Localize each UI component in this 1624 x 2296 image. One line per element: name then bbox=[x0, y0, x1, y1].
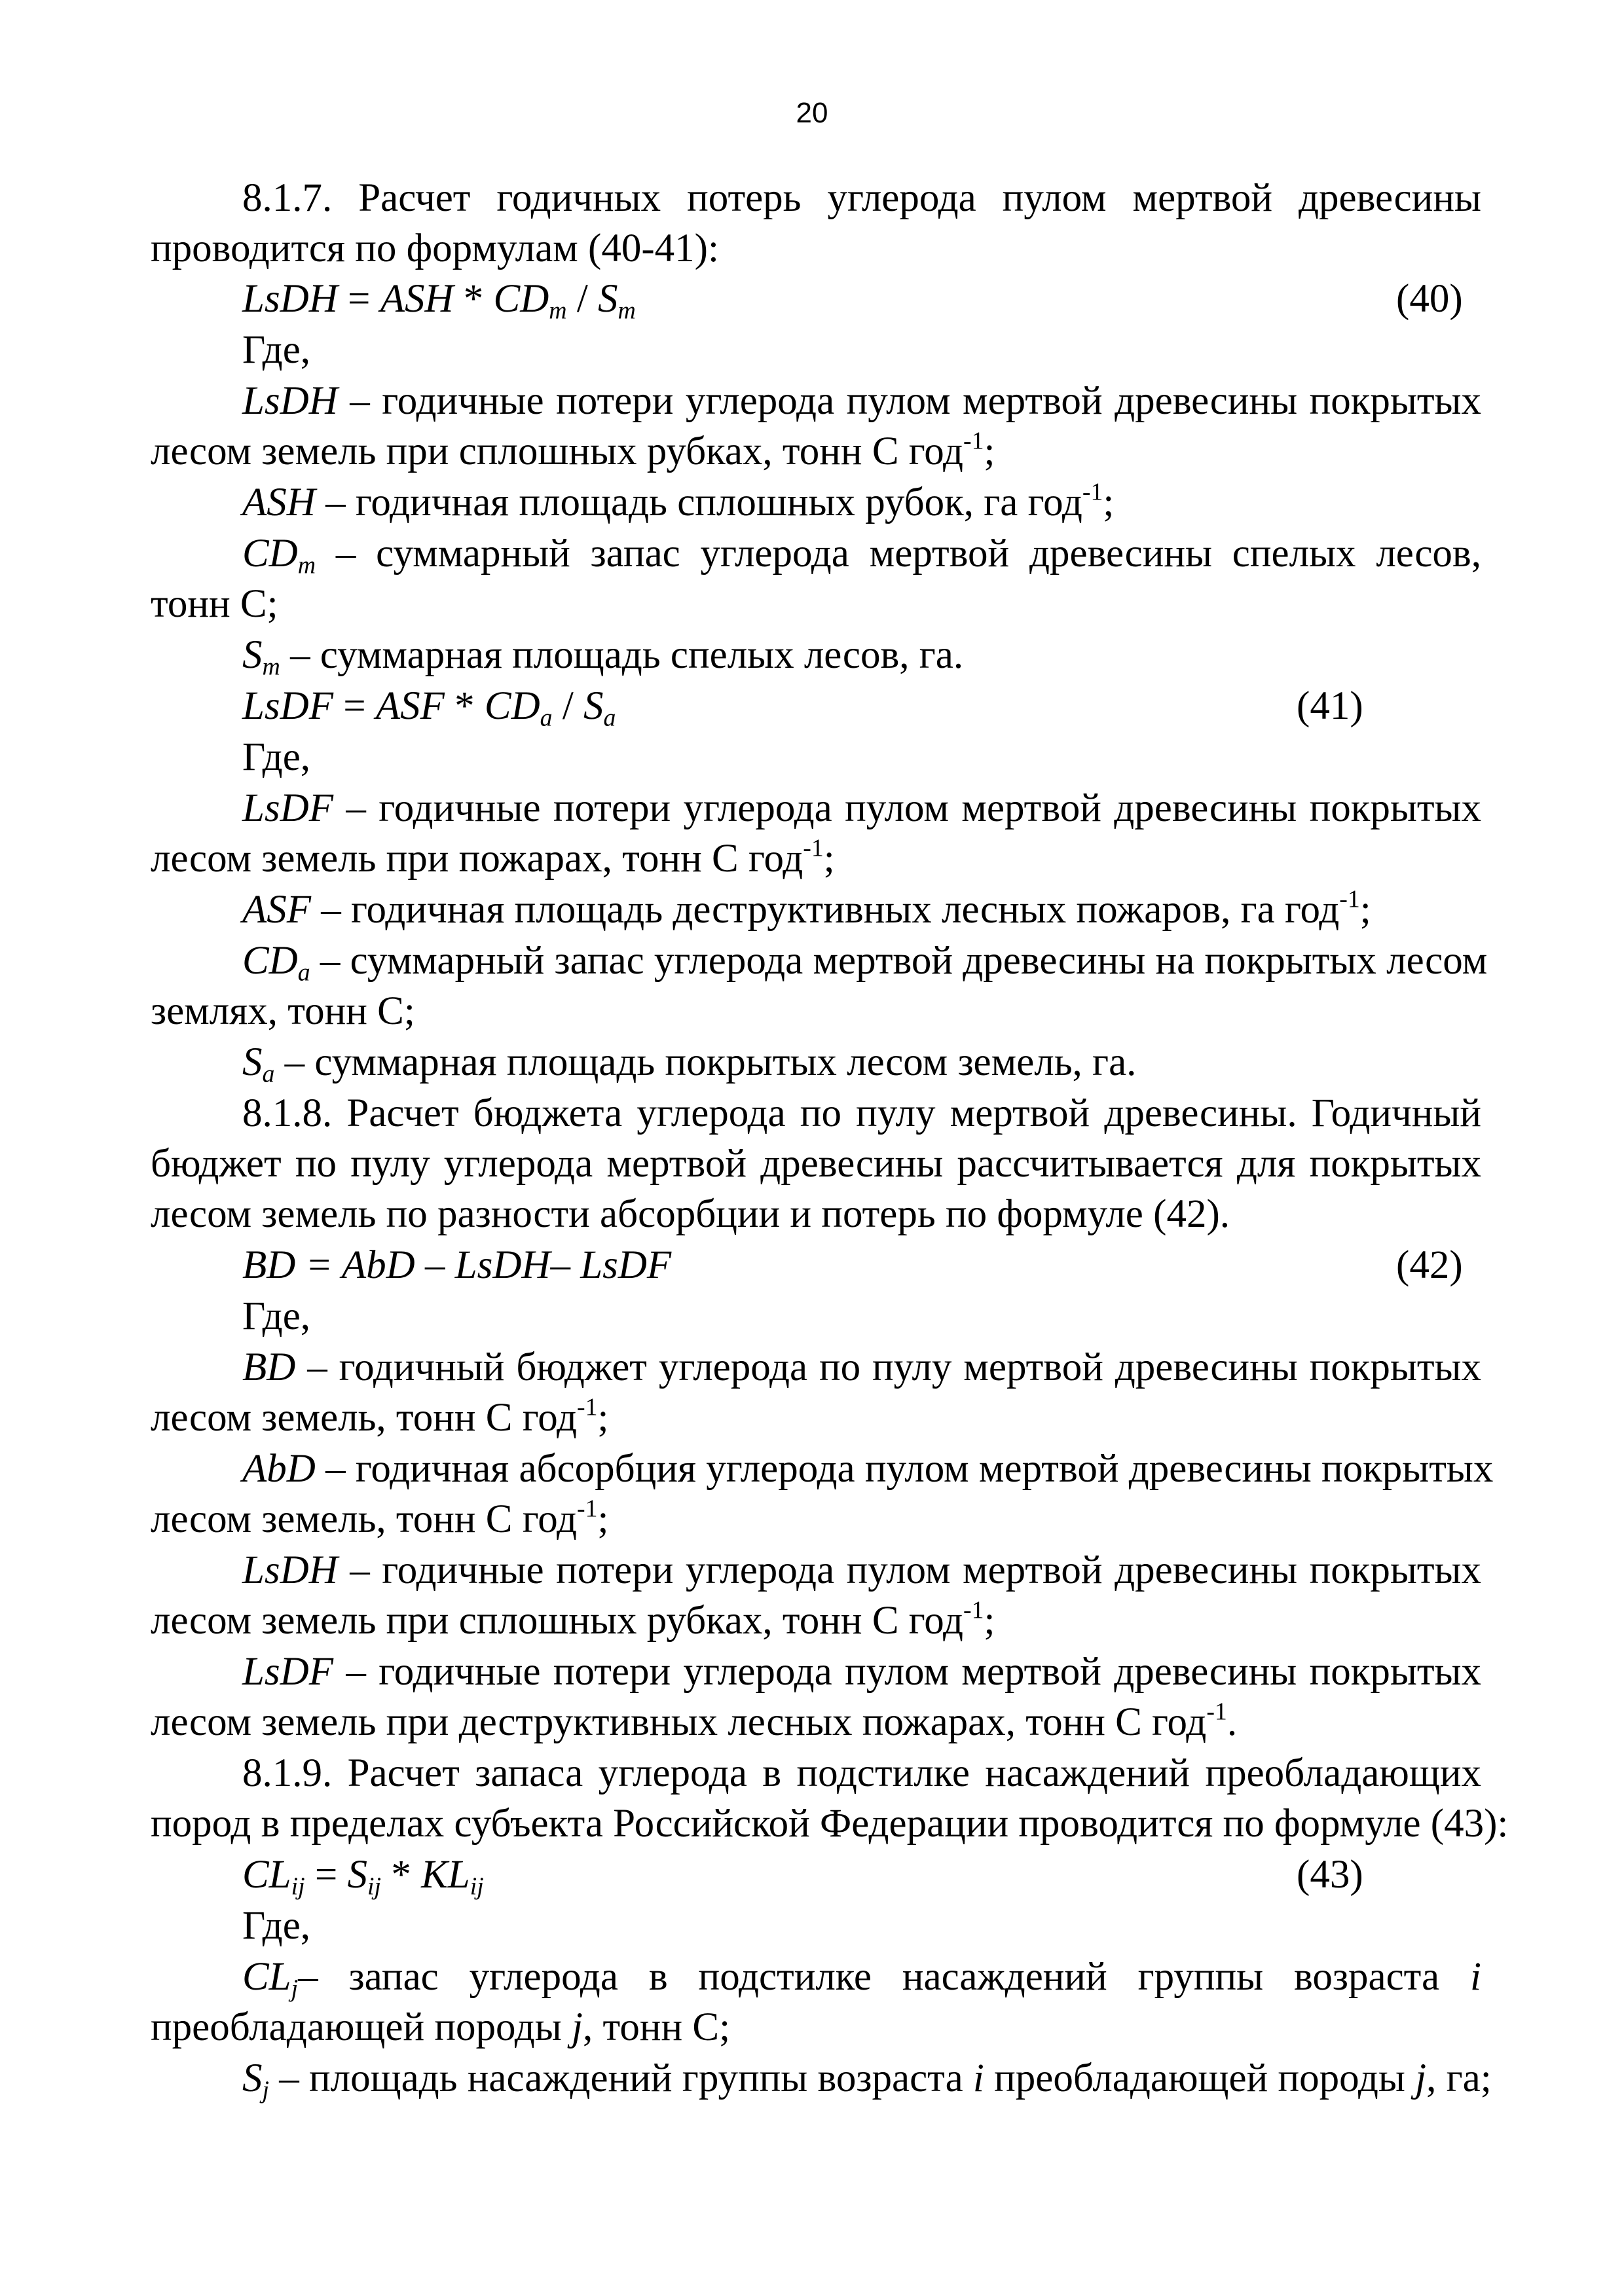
formula-41-op-2: / bbox=[552, 684, 584, 728]
def-41-asf bbox=[242, 887, 1481, 933]
def-43-s-symbol: S bbox=[242, 2056, 263, 2100]
def-41-cda-line-1 bbox=[242, 938, 1488, 987]
def-43-s-index-i: i bbox=[972, 2056, 984, 2100]
where-label: Где, bbox=[242, 1294, 311, 1338]
section-8-1-8-intro-line-1: 8.1.8. Расчет бюджета углерода по пулу мертвой древесины. Годичный bbox=[242, 1091, 1481, 1135]
def-40-lsdh-line-1 bbox=[242, 378, 1481, 424]
def-41-sa-symbol: S bbox=[242, 1040, 263, 1084]
def-42-lsdf-text: – годичные потери углерода пулом мертвой древесины покрытых bbox=[333, 1650, 1481, 1694]
def-42-bd-line-1 bbox=[242, 1345, 1481, 1391]
def-42-lsdh-text-2: лесом земель при сплошных рубках, тонн С год bbox=[151, 1599, 964, 1643]
def-42-lsdf-symbol: LsDF bbox=[242, 1650, 333, 1694]
formula-40-var-3: S bbox=[598, 277, 618, 321]
def-42-bd-text: – годичный бюджет углерода по пулу мертвой древесины покрытых bbox=[295, 1345, 1481, 1389]
def-40-sm-sub: m bbox=[262, 653, 280, 681]
def-40-cdm-text: – суммарный запас углерода мертвой древесины спелых лесов, bbox=[316, 532, 1481, 575]
semicolon: ; bbox=[597, 1497, 609, 1541]
def-41-cda-symbol: CD bbox=[242, 939, 298, 983]
def-42-lsdf-line-2 bbox=[151, 1700, 1481, 1745]
formula-41-number: (41) bbox=[1297, 684, 1363, 728]
def-40-cdm-line-1 bbox=[242, 531, 1481, 577]
def-41-asf-symbol: ASF bbox=[242, 888, 312, 932]
def-40-cdm-symbol: CD bbox=[242, 532, 298, 575]
def-43-s bbox=[242, 2056, 1492, 2104]
def-40-sm-symbol: S bbox=[242, 633, 263, 677]
def-41-cda-sub: a bbox=[297, 958, 310, 987]
def-42-lsdf-text-2: лесом земель при деструктивных лесных пожарах, тонн С год bbox=[151, 1700, 1207, 1744]
semicolon: ; bbox=[984, 1599, 995, 1643]
def-41-lsdf-line-1 bbox=[242, 786, 1481, 831]
section-8-1-9-intro-line-1: 8.1.9. Расчет запаса углерода в подстилке насаждений преобладающих bbox=[242, 1751, 1481, 1795]
formula-43-var-2: S bbox=[347, 1853, 368, 1897]
page-number: 20 bbox=[796, 97, 828, 129]
where-label: Где, bbox=[242, 328, 311, 372]
def-40-ash-text: – годичная площадь сплошных рубок, га год bbox=[315, 481, 1082, 524]
def-42-bd-symbol: BD bbox=[242, 1345, 296, 1389]
formula-43-number: (43) bbox=[1297, 1853, 1363, 1897]
semicolon: ; bbox=[597, 1396, 609, 1440]
formula-42-number: (42) bbox=[1396, 1243, 1463, 1287]
def-42-bd-text-2: лесом земель, тонн С год bbox=[151, 1396, 578, 1440]
superscript-minus-one: -1 bbox=[1082, 478, 1103, 506]
formula-43 bbox=[242, 1852, 1481, 1901]
formula-41-var-3-sub: a bbox=[603, 704, 616, 732]
def-42-abd-line-2 bbox=[151, 1497, 1481, 1542]
where-label: Где, bbox=[242, 735, 311, 779]
formula-41-var-2: CD bbox=[484, 684, 540, 728]
formula-40-op-2: / bbox=[566, 277, 599, 321]
def-40-cdm-sub: m bbox=[297, 551, 316, 579]
formula-43-var-1-sub: ij bbox=[291, 1872, 305, 1901]
formula-41-var-2-sub: a bbox=[540, 704, 553, 732]
superscript-minus-one: -1 bbox=[803, 834, 824, 862]
def-42-abd-text: – годичная абсорбция углерода пулом мертвой древесины покрытых bbox=[315, 1447, 1494, 1491]
formula-40 bbox=[242, 276, 1481, 325]
def-42-lsdf-line-1 bbox=[242, 1649, 1481, 1695]
def-43-cl-text: – запас углерода в подстилке насаждений группы возраста bbox=[298, 1955, 1471, 1999]
def-43-cl-line-2 bbox=[151, 2005, 1481, 2050]
def-40-sm bbox=[242, 632, 1481, 681]
def-41-asf-text: – годичная площадь деструктивных лесных пожаров, га год bbox=[311, 888, 1340, 932]
formula-40-lhs: LsDH bbox=[242, 277, 338, 321]
formula-41-var-3: S bbox=[583, 684, 604, 728]
semicolon: ; bbox=[1359, 888, 1371, 932]
def-42-abd-symbol: AbD bbox=[242, 1447, 316, 1491]
superscript-minus-one: -1 bbox=[577, 1393, 598, 1421]
def-42-abd-text-2: лесом земель, тонн С год bbox=[151, 1497, 578, 1541]
formula-40-var-2-sub: m bbox=[549, 297, 567, 325]
formula-41-lhs: LsDF bbox=[242, 684, 333, 728]
superscript-minus-one: -1 bbox=[963, 427, 984, 455]
formula-43-op-1: * bbox=[381, 1853, 422, 1897]
formula-43-var-3-sub: ij bbox=[470, 1872, 484, 1901]
def-43-s-text-2: преобладающей породы bbox=[984, 2056, 1416, 2100]
def-42-bd-line-2 bbox=[151, 1395, 1481, 1441]
def-40-sm-text: – суммарная площадь спелых лесов, га. bbox=[280, 633, 964, 677]
def-43-cl-index-j: j bbox=[572, 2005, 583, 2049]
def-43-s-text-3: , га; bbox=[1426, 2056, 1492, 2100]
superscript-minus-one: -1 bbox=[577, 1495, 598, 1523]
def-43-cl-text-2: преобладающей породы bbox=[151, 2005, 572, 2049]
formula-41-eq: = bbox=[333, 684, 376, 728]
def-41-lsdf-text: – годичные потери углерода пулом мертвой древесины покрытых bbox=[333, 786, 1481, 830]
def-40-lsdh-text: – годичные потери углерода пулом мертвой древесины покрытых bbox=[337, 379, 1481, 423]
def-43-s-index-j: j bbox=[1415, 2056, 1427, 2100]
superscript-minus-one: -1 bbox=[963, 1596, 984, 1624]
section-8-1-7-intro-line-2: проводится по формулам (40-41): bbox=[151, 227, 719, 270]
def-40-lsdh-text-2: лесом земель при сплошных рубках, тонн С год bbox=[151, 429, 964, 473]
section-8-1-7-intro-line-1: 8.1.7. Расчет годичных потерь углерода пулом мертвой древесины bbox=[242, 176, 1481, 220]
formula-42: BD = AbD – LsDH– LsDF bbox=[242, 1243, 672, 1287]
def-41-sa-text: – суммарная площадь покрытых лесом земель, га. bbox=[274, 1040, 1137, 1084]
def-41-sa bbox=[242, 1040, 1481, 1088]
section-8-1-8-intro-line-2: бюджет по пулу углерода мертвой древесины рассчитывается для покрытых bbox=[151, 1142, 1481, 1186]
period: . bbox=[1227, 1700, 1238, 1744]
def-40-lsdh-line-2 bbox=[151, 429, 1481, 475]
formula-40-eq: = bbox=[337, 277, 380, 321]
def-43-cl-index-i: i bbox=[1470, 1955, 1481, 1999]
def-43-s-sub: j bbox=[262, 2076, 270, 2104]
section-8-1-9-intro-line-2: пород в пределах субъекта Российской Федерации проводится по формуле (43): bbox=[151, 1802, 1509, 1846]
def-42-lsdh-symbol: LsDH bbox=[242, 1548, 338, 1592]
formula-43-var-3: KL bbox=[421, 1853, 470, 1897]
formula-40-var-3-sub: m bbox=[618, 297, 636, 325]
def-41-cda-text: – суммарный запас углерода мертвой древесины на покрытых лесом bbox=[310, 939, 1488, 983]
def-42-lsdh-line-1 bbox=[242, 1548, 1481, 1594]
superscript-minus-one: -1 bbox=[1206, 1698, 1227, 1726]
def-42-lsdh-text: – годичные потери углерода пулом мертвой древесины покрытых bbox=[337, 1548, 1481, 1592]
semicolon: ; bbox=[823, 837, 835, 881]
section-8-1-8-intro-line-3: лесом земель по разности абсорбции и потерь по формуле (42). bbox=[151, 1192, 1230, 1236]
formula-43-var-1: CL bbox=[242, 1853, 291, 1897]
def-41-lsdf-line-2 bbox=[151, 836, 1481, 882]
formula-40-var-2: CD bbox=[493, 277, 549, 321]
def-43-cl-symbol: CL bbox=[242, 1955, 291, 1999]
formula-41-var-1: ASF bbox=[375, 684, 445, 728]
def-40-ash bbox=[242, 480, 1481, 526]
semicolon: ; bbox=[984, 429, 995, 473]
def-43-cl-sub: j bbox=[291, 1975, 299, 2003]
formula-40-op-1: * bbox=[453, 277, 494, 321]
def-43-cl-text-3: , тонн С; bbox=[583, 2005, 731, 2049]
superscript-minus-one: -1 bbox=[1339, 885, 1360, 913]
formula-40-var-1: ASH bbox=[380, 277, 454, 321]
def-43-s-text: – площадь насаждений группы возраста bbox=[269, 2056, 973, 2100]
formula-41 bbox=[242, 683, 1481, 732]
semicolon: ; bbox=[1103, 481, 1115, 524]
def-41-sa-sub: a bbox=[262, 1060, 275, 1088]
def-42-abd-line-1 bbox=[242, 1446, 1494, 1492]
def-42-lsdh-line-2 bbox=[151, 1598, 1481, 1644]
formula-41-op-1: * bbox=[444, 684, 485, 728]
formula-43-eq: = bbox=[304, 1853, 348, 1897]
def-41-cda-line-2: землях, тонн С; bbox=[151, 989, 415, 1033]
formula-40-number: (40) bbox=[1396, 277, 1463, 321]
formula-43-var-2-sub: ij bbox=[367, 1872, 382, 1901]
where-label: Где, bbox=[242, 1904, 311, 1948]
def-43-cl-line-1 bbox=[242, 1954, 1481, 2003]
def-40-lsdh-symbol: LsDH bbox=[242, 379, 338, 423]
def-40-ash-symbol: ASH bbox=[242, 481, 316, 524]
def-41-lsdf-symbol: LsDF bbox=[242, 786, 333, 830]
def-41-lsdf-text-2: лесом земель при пожарах, тонн С год bbox=[151, 837, 803, 881]
def-40-cdm-line-2: тонн С; bbox=[151, 582, 278, 626]
